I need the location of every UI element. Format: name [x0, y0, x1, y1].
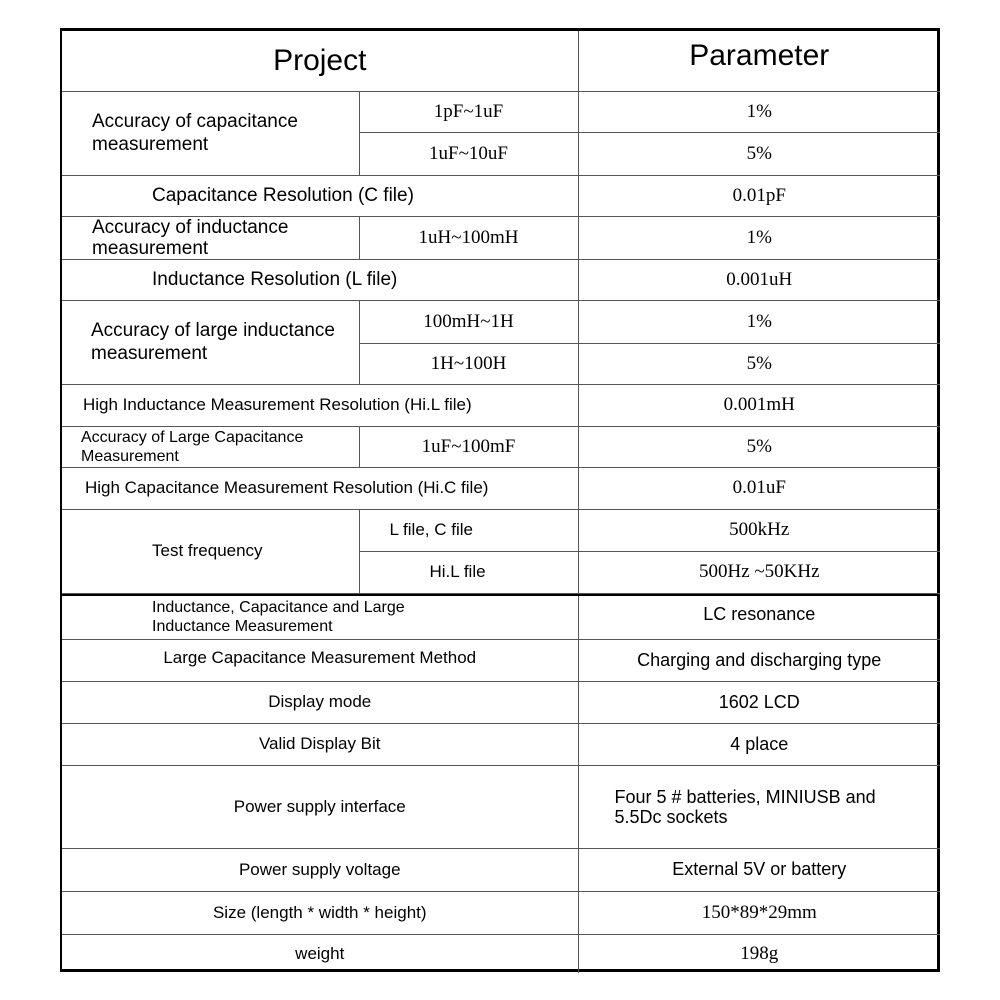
value-size: 150*89*29mm	[578, 891, 940, 934]
value-high-ind-resolution: 0.001mH	[578, 384, 940, 426]
value-high-cap-resolution: 0.01uF	[578, 467, 940, 509]
value-cap-resolution: 0.01pF	[578, 175, 940, 216]
range-cap-1: 1pF~1uF	[359, 91, 578, 132]
table-row	[62, 723, 940, 765]
value-power-voltage: External 5V or battery	[578, 848, 940, 891]
table-row	[62, 216, 940, 259]
row-label-weight: weight	[62, 934, 578, 973]
table-row	[62, 595, 940, 639]
table-row	[62, 426, 940, 467]
table-row	[62, 467, 940, 509]
value-freq-1: 500kHz	[578, 509, 940, 551]
value-power-interface: Four 5 # batteries, MINIUSB and 5.5Dc sockets	[578, 765, 940, 848]
range-large-cap: 1uF~100mF	[359, 426, 578, 467]
header-project: Project	[62, 31, 578, 91]
range-large-ind-2: 1H~100H	[359, 343, 578, 384]
row-label-large-cap-accuracy: Accuracy of Large Capacitance Measurement	[62, 426, 359, 467]
row-label-cap-resolution: Capacitance Resolution (C file)	[62, 175, 578, 216]
value-weight: 198g	[578, 934, 940, 973]
value-display-mode: 1602 LCD	[578, 681, 940, 723]
value-cap-1: 1%	[578, 91, 940, 132]
range-freq-1: L file, C file	[359, 509, 578, 551]
range-ind: 1uH~100mH	[359, 216, 578, 259]
spec-table	[60, 28, 940, 972]
row-label-high-ind-resolution: High Inductance Measurement Resolution (Hi.L file)	[62, 384, 578, 426]
value-freq-2: 500Hz ~50KHz	[578, 551, 940, 593]
row-label-power-voltage: Power supply voltage	[62, 848, 578, 891]
header-parameter: Parameter	[578, 31, 940, 91]
table-row	[62, 509, 940, 551]
table-row	[62, 639, 940, 681]
value-valid-display-bit: 4 place	[578, 723, 940, 765]
range-cap-2: 1uF~10uF	[359, 132, 578, 175]
value-lc-method: LC resonance	[578, 595, 940, 639]
value-cap-2: 5%	[578, 132, 940, 175]
table-row	[62, 91, 940, 132]
table-row	[62, 259, 940, 300]
table-header-row	[62, 31, 940, 91]
row-label-large-ind-accuracy: Accuracy of large inductance measurement	[62, 300, 359, 384]
row-label-test-frequency: Test frequency	[62, 509, 359, 593]
row-label-cap-accuracy: Accuracy of capacitance measurement	[62, 91, 359, 175]
row-label-high-cap-resolution: High Capacitance Measurement Resolution (Hi.C file)	[62, 467, 578, 509]
range-large-ind-1: 100mH~1H	[359, 300, 578, 343]
table-row	[62, 765, 940, 848]
row-label-valid-display-bit: Valid Display Bit	[62, 723, 578, 765]
row-label-display-mode: Display mode	[62, 681, 578, 723]
value-ind: 1%	[578, 216, 940, 259]
table-row	[62, 934, 940, 973]
table-row	[62, 300, 940, 343]
value-large-ind-1: 1%	[578, 300, 940, 343]
value-large-cap-method: Charging and discharging type	[578, 639, 940, 681]
range-freq-2: Hi.L file	[359, 551, 578, 593]
table-row	[62, 891, 940, 934]
row-label-ind-accuracy: Accuracy of inductance measurement	[62, 216, 359, 259]
value-large-cap: 5%	[578, 426, 940, 467]
row-label-power-interface: Power supply interface	[62, 765, 578, 848]
row-label-ind-resolution: Inductance Resolution (L file)	[62, 259, 578, 300]
value-ind-resolution: 0.001uH	[578, 259, 940, 300]
table-row	[62, 681, 940, 723]
spec-table-lower	[62, 594, 940, 973]
table-row	[62, 384, 940, 426]
table-row	[62, 848, 940, 891]
row-label-lc-method: Inductance, Capacitance and Large Inductance Measurement	[62, 595, 578, 639]
spec-table-upper	[62, 31, 940, 594]
row-label-large-cap-method: Large Capacitance Measurement Method	[62, 639, 578, 681]
row-label-size: Size (length * width * height)	[62, 891, 578, 934]
table-row	[62, 175, 940, 216]
value-large-ind-2: 5%	[578, 343, 940, 384]
